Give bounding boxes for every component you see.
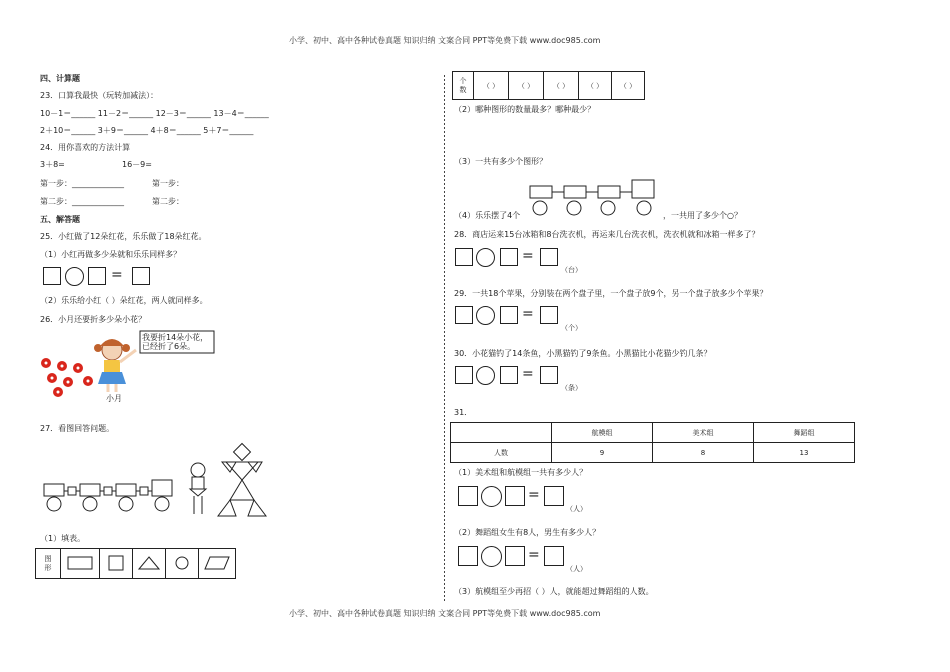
- step1-b: 第一步：: [152, 179, 184, 188]
- question-23-row2: 2＋10＝______ 3＋9＝______ 4＋8＝______ 5＋7＝______: [40, 126, 254, 135]
- equals-sign: =: [522, 306, 534, 322]
- page-header: 小学、初中、高中各种试卷真题 知识归纳 文案合同 PPT等免费下载 www.doc985.com: [289, 36, 601, 45]
- unit-label: （人）: [566, 565, 587, 573]
- count-cell[interactable]: （ ）: [509, 72, 544, 100]
- question-31-3: （3）航模组至少再招（ ）人，就能超过舞蹈组的人数。: [454, 587, 654, 596]
- count-table: [452, 71, 645, 100]
- girl-icon: [94, 339, 136, 392]
- answer-box[interactable]: [43, 267, 61, 285]
- step2-a: 第二步：_____________: [40, 197, 124, 206]
- table-header-cell: 美术组: [653, 423, 754, 443]
- answer-box[interactable]: [540, 366, 558, 384]
- answer-box[interactable]: [505, 486, 525, 506]
- answer-box[interactable]: [500, 366, 518, 384]
- triangle-icon: [139, 557, 159, 569]
- count-cell[interactable]: （ ）: [579, 72, 612, 100]
- shapes-figure: [40, 440, 270, 520]
- count-cell[interactable]: （ ）: [544, 72, 579, 100]
- unit-label: （人）: [566, 505, 587, 513]
- question-24: 24．用你喜欢的方法计算: [40, 143, 131, 152]
- section-4-title: 四、计算题: [40, 74, 80, 83]
- circle-icon: [176, 557, 188, 569]
- train-icon: [528, 178, 660, 218]
- table-header-cell: 舞蹈组: [754, 423, 855, 443]
- table-cell: 9: [552, 443, 653, 463]
- question-27-3: （3）一共有多少个图形？: [454, 157, 548, 166]
- question-26: 26．小月还要折多少朵小花？: [40, 315, 147, 324]
- equals-sign: =: [528, 487, 540, 503]
- question-30: 30．小花猫钓了14条鱼，小黑猫钓了9条鱼。小黑猫比小花猫少钓几条？: [454, 349, 712, 358]
- equals-sign: =: [522, 366, 534, 382]
- table-row-label: 人数: [451, 443, 552, 463]
- table-cell: 13: [754, 443, 855, 463]
- question-27-1: （1）填表。: [40, 534, 86, 543]
- answer-box[interactable]: [505, 546, 525, 566]
- answer-box[interactable]: [544, 546, 564, 566]
- question-24-a: 3＋8=: [40, 160, 65, 169]
- answer-box[interactable]: [458, 486, 478, 506]
- unit-label: （个）: [561, 324, 582, 332]
- stick-figure: [190, 463, 206, 514]
- question-31-1: （1）美术组和航模组一共有多少人？: [454, 468, 588, 477]
- question-24-b: 16－9=: [122, 160, 152, 169]
- column-divider: [444, 75, 445, 603]
- square-icon: [109, 556, 123, 570]
- table-cell: 8: [653, 443, 754, 463]
- count-cell[interactable]: （ ）: [612, 72, 645, 100]
- answer-box[interactable]: [455, 248, 473, 266]
- shape-circle-cell: [166, 549, 199, 579]
- question-31-2: （2）舞蹈组女生有8人，男生有多少人？: [454, 528, 601, 537]
- section-5-title: 五、解答题: [40, 215, 80, 224]
- parallelogram-icon: [205, 557, 229, 569]
- operator-circle[interactable]: [476, 248, 495, 267]
- answer-box[interactable]: [540, 306, 558, 324]
- rectangle-icon: [68, 557, 92, 569]
- shape-triangle-cell: [133, 549, 166, 579]
- question-23-row1: 10－1＝______ 11－2＝______ 12－3＝______ 13－4＝______: [40, 109, 269, 118]
- unit-label: （条）: [561, 384, 582, 392]
- table-header-cell: 图形: [36, 549, 61, 579]
- question-31: 31．: [454, 408, 473, 417]
- answer-box[interactable]: [132, 267, 150, 285]
- operator-circle[interactable]: [481, 486, 502, 507]
- operator-circle[interactable]: [481, 546, 502, 567]
- operator-circle[interactable]: [65, 267, 84, 286]
- answer-box[interactable]: [540, 248, 558, 266]
- question-25-1: （1）小红再做多少朵就和乐乐同样多？: [40, 250, 182, 259]
- answer-box[interactable]: [455, 366, 473, 384]
- unit-label: （台）: [561, 266, 582, 274]
- answer-box[interactable]: [88, 267, 106, 285]
- speech-bubble-text: 我要折14朵小花，已经折了6朵。: [142, 333, 209, 351]
- question-25: 25．小红做了12朵红花，乐乐做了18朵红花。: [40, 232, 207, 241]
- answer-box[interactable]: [544, 486, 564, 506]
- count-cell[interactable]: （ ）: [474, 72, 509, 100]
- question-23: 23．口算我最快（玩转加减法）：: [40, 91, 159, 100]
- count-header-cell: 个数: [453, 72, 474, 100]
- tangram-person: [218, 444, 266, 516]
- step1-a: 第一步：_____________: [40, 179, 124, 188]
- operator-circle[interactable]: [476, 306, 495, 325]
- shape-square-cell: [100, 549, 133, 579]
- table-header-cell: 航模组: [552, 423, 653, 443]
- question-25-2: （2）乐乐给小红（ ）朵红花，两人就同样多。: [40, 296, 208, 305]
- answer-box[interactable]: [500, 248, 518, 266]
- question-28: 28．商店运来15台冰箱和8台洗衣机，再运来几台洗衣机，洗衣机就和冰箱一样多了？: [454, 230, 760, 239]
- girl-name-label: 小月: [106, 394, 122, 403]
- question-27-4b: ，一共用了多少个○？: [663, 211, 742, 220]
- shape-parallelogram-cell: [199, 549, 236, 579]
- flower-icon: [41, 358, 93, 397]
- operator-circle[interactable]: [476, 366, 495, 385]
- question-27-2: （2）哪种图形的数量最多？哪种最少？: [454, 105, 596, 114]
- step2-b: 第二步：: [152, 197, 184, 206]
- question-29: 29．一共18个苹果，分别装在两个盘子里，一个盘子放9个，另一个盘子放多少个苹果？: [454, 289, 768, 298]
- train-figure: [44, 480, 172, 511]
- shape-rectangle-cell: [61, 549, 100, 579]
- question-27-4a: （4）乐乐摆了4个: [454, 211, 521, 220]
- answer-box[interactable]: [500, 306, 518, 324]
- group-table: [450, 422, 855, 463]
- page-footer: 小学、初中、高中各种试卷真题 知识归纳 文案合同 PPT等免费下载 www.doc985.com: [289, 609, 601, 618]
- shape-table: [35, 548, 236, 579]
- equals-sign: =: [111, 267, 123, 283]
- table-header-cell: [451, 423, 552, 443]
- equals-sign: =: [528, 547, 540, 563]
- answer-box[interactable]: [458, 546, 478, 566]
- question-27: 27．看图回答问题。: [40, 424, 115, 433]
- answer-box[interactable]: [455, 306, 473, 324]
- equals-sign: =: [522, 248, 534, 264]
